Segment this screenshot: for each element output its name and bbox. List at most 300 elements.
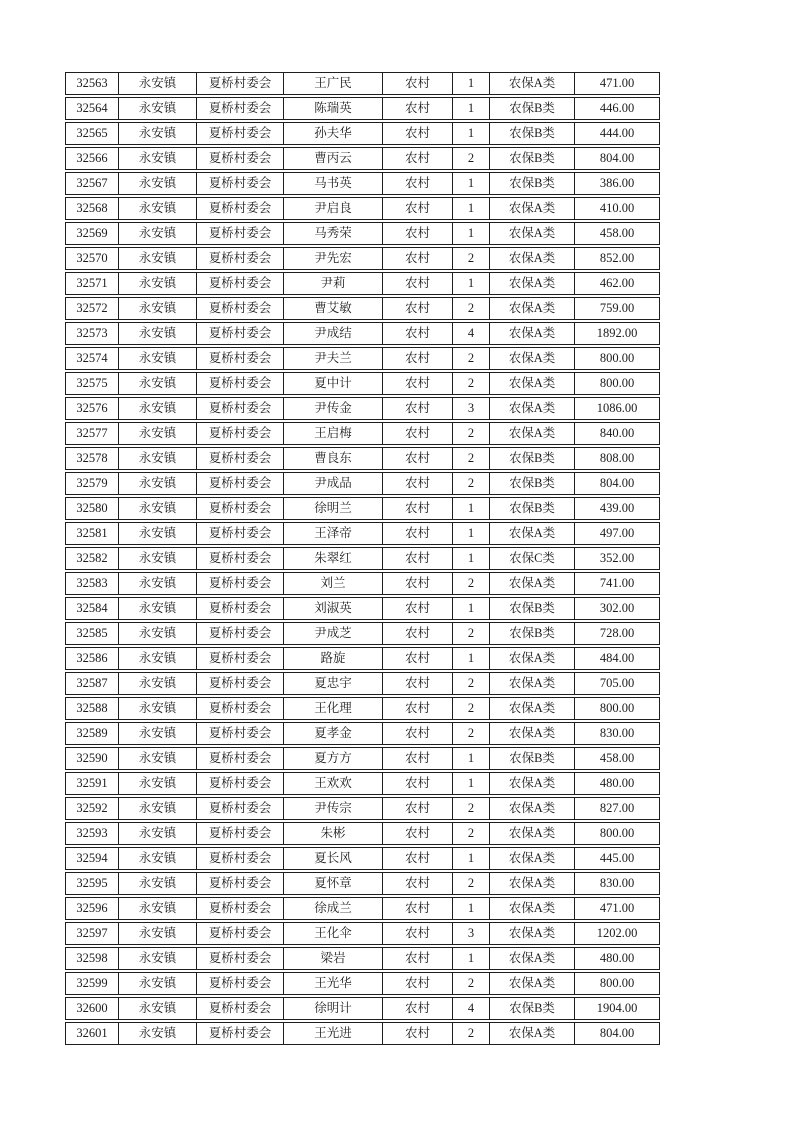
cell-town: 永安镇 (119, 298, 197, 319)
cell-amount: 480.00 (599, 776, 635, 791)
cell-person-count: 1 (453, 773, 490, 794)
cell-insurance-category: 农保A类 (490, 673, 575, 694)
cell-insurance-category: 农保A类 (490, 223, 575, 244)
cell-village-committee: 夏桥村委会 (197, 773, 284, 794)
cell-town: 永安镇 (119, 548, 197, 569)
cell-town: 永安镇 (119, 948, 197, 969)
cell-household-type: 农村 (383, 98, 453, 119)
cell-village-committee: 夏桥村委会 (197, 723, 284, 744)
cell-insurance-category: 农保A类 (490, 873, 575, 894)
cell-village-committee: 夏桥村委会 (197, 848, 284, 869)
cell-serial-number: 32594 (66, 848, 119, 869)
table-row (65, 422, 660, 445)
benefits-table (65, 72, 660, 1047)
cell-household-type: 农村 (383, 973, 453, 994)
cell-household-type: 农村 (383, 198, 453, 219)
cell-village-committee: 夏桥村委会 (197, 73, 284, 94)
cell-amount: 1892.00 (596, 326, 638, 341)
cell-town: 永安镇 (119, 373, 197, 394)
cell-serial-number: 32568 (66, 198, 119, 219)
cell-amount: 302.00 (599, 601, 635, 616)
cell-amount: 458.00 (599, 226, 635, 241)
cell-town: 永安镇 (119, 448, 197, 469)
table-row (65, 272, 660, 295)
cell-amount: 830.00 (599, 726, 635, 741)
cell-name: 尹传宗 (284, 798, 383, 819)
cell-household-type: 农村 (383, 323, 453, 344)
cell-insurance-category: 农保A类 (490, 198, 575, 219)
cell-insurance-category: 农保A类 (490, 423, 575, 444)
cell-name: 曹丙云 (284, 148, 383, 169)
cell-village-committee: 夏桥村委会 (197, 698, 284, 719)
cell-person-count: 2 (453, 448, 490, 469)
cell-person-count: 2 (453, 723, 490, 744)
cell-name: 夏孝金 (284, 723, 383, 744)
cell-insurance-category: 农保A类 (490, 323, 575, 344)
cell-village-committee: 夏桥村委会 (197, 898, 284, 919)
cell-insurance-category: 农保A类 (490, 73, 575, 94)
cell-household-type: 农村 (383, 473, 453, 494)
table-row (65, 297, 660, 320)
cell-insurance-category: 农保A类 (490, 698, 575, 719)
cell-town: 永安镇 (119, 823, 197, 844)
table-row (65, 572, 660, 595)
cell-person-count: 1 (453, 748, 490, 769)
table-row (65, 347, 660, 370)
table-row (65, 547, 660, 570)
cell-name: 王启梅 (284, 423, 383, 444)
cell-serial-number: 32570 (66, 248, 119, 269)
cell-person-count: 1 (453, 223, 490, 244)
cell-town: 永安镇 (119, 473, 197, 494)
cell-amount: 497.00 (599, 526, 635, 541)
cell-household-type: 农村 (383, 623, 453, 644)
cell-name: 夏长风 (284, 848, 383, 869)
cell-town: 永安镇 (119, 223, 197, 244)
cell-village-committee: 夏桥村委会 (197, 548, 284, 569)
cell-village-committee: 夏桥村委会 (197, 473, 284, 494)
cell-town: 永安镇 (119, 523, 197, 544)
cell-insurance-category: 农保A类 (490, 648, 575, 669)
cell-person-count: 2 (453, 673, 490, 694)
cell-person-count: 1 (453, 98, 490, 119)
cell-household-type: 农村 (383, 1023, 453, 1044)
cell-serial-number: 32580 (66, 498, 119, 519)
cell-household-type: 农村 (383, 223, 453, 244)
cell-town: 永安镇 (119, 348, 197, 369)
table-row (65, 697, 660, 720)
cell-town: 永安镇 (119, 398, 197, 419)
cell-household-type: 农村 (383, 548, 453, 569)
cell-village-committee: 夏桥村委会 (197, 823, 284, 844)
cell-village-committee: 夏桥村委会 (197, 448, 284, 469)
cell-household-type: 农村 (383, 348, 453, 369)
table-row (65, 622, 660, 645)
cell-serial-number: 32564 (66, 98, 119, 119)
cell-household-type: 农村 (383, 823, 453, 844)
cell-serial-number: 32563 (66, 73, 119, 94)
cell-insurance-category: 农保A类 (490, 948, 575, 969)
cell-name: 刘兰 (284, 573, 383, 594)
cell-amount: 800.00 (599, 376, 635, 391)
cell-serial-number: 32582 (66, 548, 119, 569)
cell-name: 马秀荣 (284, 223, 383, 244)
cell-town: 永安镇 (119, 648, 197, 669)
cell-serial-number: 32591 (66, 773, 119, 794)
cell-town: 永安镇 (119, 198, 197, 219)
cell-household-type: 农村 (383, 748, 453, 769)
cell-insurance-category: 农保B类 (490, 98, 575, 119)
cell-serial-number: 32600 (66, 998, 119, 1019)
cell-amount: 439.00 (599, 501, 635, 516)
cell-household-type: 农村 (383, 873, 453, 894)
cell-household-type: 农村 (383, 523, 453, 544)
cell-name: 尹成芝 (284, 623, 383, 644)
cell-town: 永安镇 (119, 898, 197, 919)
table-row (65, 822, 660, 845)
cell-household-type: 农村 (383, 598, 453, 619)
cell-serial-number: 32585 (66, 623, 119, 644)
cell-amount: 800.00 (599, 351, 635, 366)
cell-village-committee: 夏桥村委会 (197, 348, 284, 369)
cell-person-count: 1 (453, 898, 490, 919)
cell-insurance-category: 农保B类 (490, 498, 575, 519)
cell-insurance-category: 农保A类 (490, 723, 575, 744)
cell-person-count: 2 (453, 823, 490, 844)
cell-village-committee: 夏桥村委会 (197, 423, 284, 444)
cell-name: 王泽帝 (284, 523, 383, 544)
cell-household-type: 农村 (383, 948, 453, 969)
cell-name: 陈瑞英 (284, 98, 383, 119)
cell-serial-number: 32601 (66, 1023, 119, 1044)
table-row (65, 1022, 660, 1045)
cell-village-committee: 夏桥村委会 (197, 648, 284, 669)
cell-household-type: 农村 (383, 848, 453, 869)
cell-serial-number: 32566 (66, 148, 119, 169)
cell-household-type: 农村 (383, 673, 453, 694)
table-row (65, 722, 660, 745)
cell-town: 永安镇 (119, 273, 197, 294)
cell-name: 王光进 (284, 1023, 383, 1044)
cell-town: 永安镇 (119, 98, 197, 119)
cell-town: 永安镇 (119, 423, 197, 444)
cell-household-type: 农村 (383, 123, 453, 144)
cell-amount: 1904.00 (596, 1001, 638, 1016)
table-row (65, 872, 660, 895)
cell-village-committee: 夏桥村委会 (197, 948, 284, 969)
cell-serial-number: 32596 (66, 898, 119, 919)
cell-town: 永安镇 (119, 623, 197, 644)
cell-serial-number: 32588 (66, 698, 119, 719)
cell-person-count: 2 (453, 623, 490, 644)
cell-village-committee: 夏桥村委会 (197, 373, 284, 394)
cell-insurance-category: 农保A类 (490, 823, 575, 844)
cell-village-committee: 夏桥村委会 (197, 198, 284, 219)
cell-insurance-category: 农保A类 (490, 798, 575, 819)
cell-serial-number: 32577 (66, 423, 119, 444)
cell-person-count: 2 (453, 373, 490, 394)
cell-town: 永安镇 (119, 673, 197, 694)
cell-person-count: 1 (453, 498, 490, 519)
cell-person-count: 2 (453, 348, 490, 369)
cell-name: 孙夫华 (284, 123, 383, 144)
table-row (65, 472, 660, 495)
cell-insurance-category: 农保B类 (490, 473, 575, 494)
cell-person-count: 1 (453, 123, 490, 144)
cell-village-committee: 夏桥村委会 (197, 998, 284, 1019)
cell-name: 尹成品 (284, 473, 383, 494)
cell-person-count: 2 (453, 298, 490, 319)
table-row (65, 797, 660, 820)
cell-village-committee: 夏桥村委会 (197, 923, 284, 944)
cell-insurance-category: 农保A类 (490, 898, 575, 919)
cell-household-type: 农村 (383, 423, 453, 444)
cell-person-count: 2 (453, 798, 490, 819)
cell-insurance-category: 农保B类 (490, 623, 575, 644)
cell-person-count: 1 (453, 598, 490, 619)
cell-amount: 462.00 (599, 276, 635, 291)
cell-village-committee: 夏桥村委会 (197, 148, 284, 169)
cell-town: 永安镇 (119, 148, 197, 169)
cell-name: 梁岩 (284, 948, 383, 969)
cell-person-count: 1 (453, 848, 490, 869)
cell-town: 永安镇 (119, 923, 197, 944)
cell-insurance-category: 农保A类 (490, 848, 575, 869)
cell-household-type: 农村 (383, 398, 453, 419)
table-row (65, 922, 660, 945)
cell-household-type: 农村 (383, 498, 453, 519)
cell-amount: 830.00 (599, 876, 635, 891)
cell-name: 路旋 (284, 648, 383, 669)
cell-serial-number: 32567 (66, 173, 119, 194)
table-row (65, 897, 660, 920)
table-row (65, 597, 660, 620)
cell-amount: 445.00 (599, 851, 635, 866)
cell-person-count: 4 (453, 323, 490, 344)
cell-person-count: 1 (453, 73, 490, 94)
cell-village-committee: 夏桥村委会 (197, 123, 284, 144)
table-row (65, 372, 660, 395)
table-row (65, 247, 660, 270)
cell-town: 永安镇 (119, 173, 197, 194)
cell-village-committee: 夏桥村委会 (197, 498, 284, 519)
cell-serial-number: 32581 (66, 523, 119, 544)
cell-village-committee: 夏桥村委会 (197, 248, 284, 269)
cell-household-type: 农村 (383, 248, 453, 269)
cell-village-committee: 夏桥村委会 (197, 98, 284, 119)
cell-person-count: 2 (453, 973, 490, 994)
cell-town: 永安镇 (119, 748, 197, 769)
table-row (65, 322, 660, 345)
cell-name: 王化伞 (284, 923, 383, 944)
cell-town: 永安镇 (119, 698, 197, 719)
cell-amount: 804.00 (599, 476, 635, 491)
cell-amount: 840.00 (599, 426, 635, 441)
table-row (65, 672, 660, 695)
cell-amount: 728.00 (599, 626, 635, 641)
cell-serial-number: 32584 (66, 598, 119, 619)
cell-village-committee: 夏桥村委会 (197, 523, 284, 544)
cell-amount: 741.00 (599, 576, 635, 591)
cell-town: 永安镇 (119, 873, 197, 894)
cell-person-count: 2 (453, 473, 490, 494)
cell-town: 永安镇 (119, 573, 197, 594)
cell-amount: 800.00 (599, 701, 635, 716)
cell-person-count: 4 (453, 998, 490, 1019)
cell-person-count: 2 (453, 423, 490, 444)
cell-insurance-category: 农保A类 (490, 398, 575, 419)
cell-amount: 446.00 (599, 101, 635, 116)
cell-name: 尹先宏 (284, 248, 383, 269)
cell-amount: 471.00 (599, 76, 635, 91)
cell-amount: 480.00 (599, 951, 635, 966)
cell-insurance-category: 农保A类 (490, 573, 575, 594)
cell-town: 永安镇 (119, 123, 197, 144)
cell-person-count: 2 (453, 1023, 490, 1044)
cell-household-type: 农村 (383, 723, 453, 744)
table-row (65, 72, 660, 95)
cell-amount: 444.00 (599, 126, 635, 141)
cell-household-type: 农村 (383, 448, 453, 469)
cell-person-count: 1 (453, 173, 490, 194)
cell-town: 永安镇 (119, 773, 197, 794)
cell-person-count: 2 (453, 148, 490, 169)
cell-name: 王欢欢 (284, 773, 383, 794)
cell-amount: 759.00 (599, 301, 635, 316)
cell-town: 永安镇 (119, 998, 197, 1019)
cell-insurance-category: 农保B类 (490, 173, 575, 194)
cell-name: 夏怀章 (284, 873, 383, 894)
cell-insurance-category: 农保A类 (490, 273, 575, 294)
cell-serial-number: 32592 (66, 798, 119, 819)
table-row (65, 997, 660, 1020)
cell-serial-number: 32574 (66, 348, 119, 369)
cell-village-committee: 夏桥村委会 (197, 223, 284, 244)
cell-amount: 484.00 (599, 651, 635, 666)
cell-serial-number: 32576 (66, 398, 119, 419)
cell-serial-number: 32572 (66, 298, 119, 319)
cell-person-count: 2 (453, 573, 490, 594)
cell-name: 徐明兰 (284, 498, 383, 519)
cell-village-committee: 夏桥村委会 (197, 598, 284, 619)
cell-household-type: 农村 (383, 298, 453, 319)
cell-name: 刘淑英 (284, 598, 383, 619)
cell-household-type: 农村 (383, 173, 453, 194)
cell-amount: 800.00 (599, 976, 635, 991)
cell-serial-number: 32593 (66, 823, 119, 844)
cell-amount: 827.00 (599, 801, 635, 816)
cell-household-type: 农村 (383, 923, 453, 944)
table-row (65, 847, 660, 870)
cell-village-committee: 夏桥村委会 (197, 323, 284, 344)
cell-insurance-category: 农保C类 (490, 548, 575, 569)
cell-person-count: 1 (453, 523, 490, 544)
cell-village-committee: 夏桥村委会 (197, 398, 284, 419)
cell-town: 永安镇 (119, 723, 197, 744)
cell-village-committee: 夏桥村委会 (197, 873, 284, 894)
cell-amount: 352.00 (599, 551, 635, 566)
cell-name: 朱彬 (284, 823, 383, 844)
cell-serial-number: 32599 (66, 973, 119, 994)
cell-amount: 800.00 (599, 826, 635, 841)
cell-person-count: 1 (453, 548, 490, 569)
cell-serial-number: 32587 (66, 673, 119, 694)
cell-insurance-category: 农保A类 (490, 523, 575, 544)
cell-name: 夏方方 (284, 748, 383, 769)
cell-town: 永安镇 (119, 598, 197, 619)
cell-amount: 705.00 (599, 676, 635, 691)
cell-insurance-category: 农保A类 (490, 373, 575, 394)
cell-name: 曹良东 (284, 448, 383, 469)
cell-serial-number: 32595 (66, 873, 119, 894)
cell-name: 徐成兰 (284, 898, 383, 919)
table-row (65, 197, 660, 220)
table-row (65, 947, 660, 970)
cell-person-count: 1 (453, 948, 490, 969)
cell-village-committee: 夏桥村委会 (197, 673, 284, 694)
cell-insurance-category: 农保A类 (490, 248, 575, 269)
cell-name: 尹夫兰 (284, 348, 383, 369)
cell-name: 王光华 (284, 973, 383, 994)
cell-amount: 852.00 (599, 251, 635, 266)
cell-serial-number: 32578 (66, 448, 119, 469)
cell-serial-number: 32579 (66, 473, 119, 494)
cell-name: 尹传金 (284, 398, 383, 419)
cell-serial-number: 32573 (66, 323, 119, 344)
cell-town: 永安镇 (119, 248, 197, 269)
cell-town: 永安镇 (119, 848, 197, 869)
cell-amount: 1086.00 (596, 401, 638, 416)
cell-person-count: 1 (453, 648, 490, 669)
cell-household-type: 农村 (383, 798, 453, 819)
cell-serial-number: 32569 (66, 223, 119, 244)
cell-insurance-category: 农保B类 (490, 123, 575, 144)
cell-insurance-category: 农保A类 (490, 1023, 575, 1044)
cell-household-type: 农村 (383, 573, 453, 594)
cell-town: 永安镇 (119, 973, 197, 994)
table-row (65, 972, 660, 995)
table-row (65, 522, 660, 545)
cell-insurance-category: 农保B类 (490, 148, 575, 169)
cell-amount: 808.00 (599, 451, 635, 466)
cell-name: 尹成结 (284, 323, 383, 344)
cell-name: 王广民 (284, 73, 383, 94)
cell-amount: 386.00 (599, 176, 635, 191)
cell-insurance-category: 农保B类 (490, 748, 575, 769)
cell-serial-number: 32575 (66, 373, 119, 394)
cell-village-committee: 夏桥村委会 (197, 173, 284, 194)
cell-person-count: 1 (453, 273, 490, 294)
cell-person-count: 3 (453, 398, 490, 419)
cell-village-committee: 夏桥村委会 (197, 298, 284, 319)
cell-household-type: 农村 (383, 73, 453, 94)
table-row (65, 397, 660, 420)
table-row (65, 122, 660, 145)
cell-household-type: 农村 (383, 373, 453, 394)
table-row (65, 172, 660, 195)
cell-household-type: 农村 (383, 698, 453, 719)
cell-town: 永安镇 (119, 1023, 197, 1044)
cell-serial-number: 32597 (66, 923, 119, 944)
cell-person-count: 3 (453, 923, 490, 944)
cell-village-committee: 夏桥村委会 (197, 1023, 284, 1044)
cell-insurance-category: 农保A类 (490, 773, 575, 794)
cell-household-type: 农村 (383, 148, 453, 169)
cell-household-type: 农村 (383, 773, 453, 794)
cell-village-committee: 夏桥村委会 (197, 748, 284, 769)
cell-insurance-category: 农保B类 (490, 598, 575, 619)
cell-name: 夏中计 (284, 373, 383, 394)
